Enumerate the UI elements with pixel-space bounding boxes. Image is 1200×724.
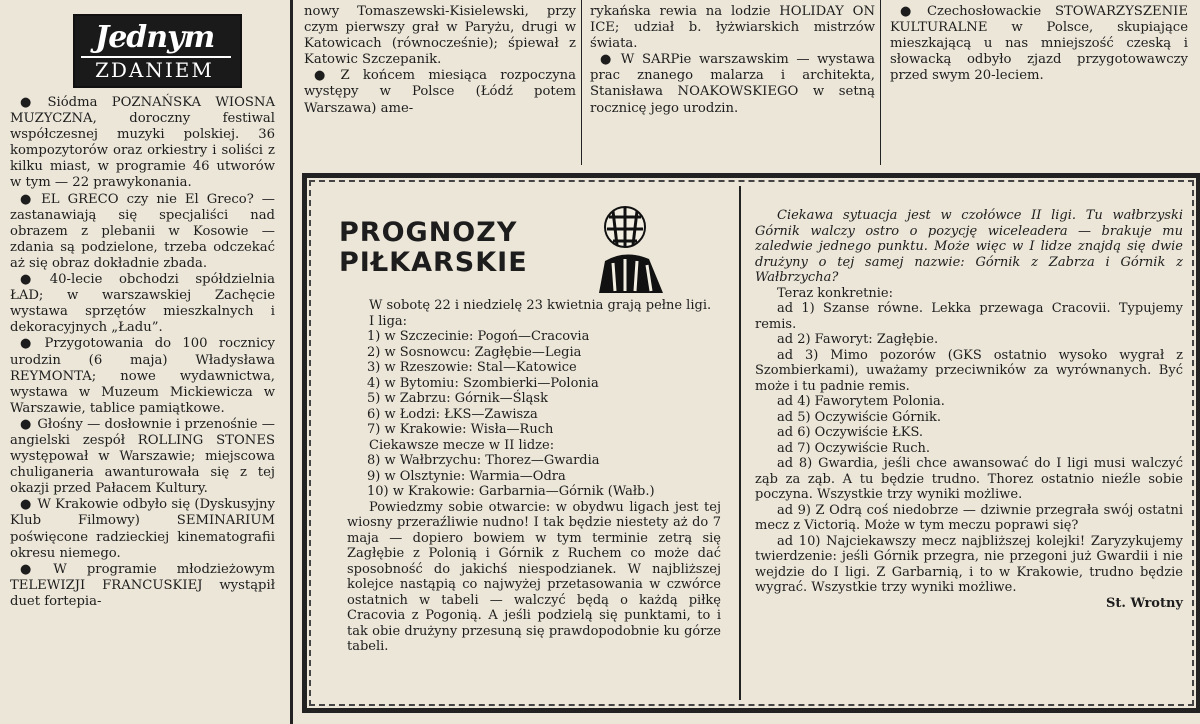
prediction-item: ad 9) Z Odrą coś niedobrze — dziwnie przegrała swój ostatni mecz z Victorią. Może w tym meczu poprawi się? (755, 502, 1183, 533)
match-row: 4) w Bytomiu: Szombierki—Polonia (367, 375, 599, 391)
news-item: ● EL GRECO czy nie El Greco? — zastanawiają się specjaliści nad obrazem z plebanii w Kosowie — zdania są podzielone, trzeba odczekać aż się obraz dokładnie zbada. (10, 192, 275, 272)
forecast-lead: Ciekawa sytuacja jest w czołówce II ligi. Tu wałbrzyski Górnik walczy ostro o pozycję wiceleadera — brakuje mu zaledwie jednego punktu. Może więc w I lidze znajdą się dwie drużyny o tej samej nazwie: Górnik z Zabrza i Górnik z Wałbrzycha? (755, 208, 1183, 285)
column-logo (73, 14, 242, 88)
news-column-2 (304, 4, 576, 117)
prediction-item: ad 1) Szanse równe. Lekka przewaga Cracovii. Typujemy remis. (755, 301, 1183, 332)
match-row: 10) w Krakowie: Garbarnia—Górnik (Wałb.) (367, 484, 655, 499)
news-item-continued: nowy Tomaszewski-Kisielewski, przy czym pierwszy grał w Paryżu, drugi w Katowicach (równocześnie); śpiewał z Katowic Szczepanik. (304, 4, 576, 68)
prediction-item: ad 7) Oczywiście Ruch. (777, 440, 930, 456)
news-column-4 (890, 4, 1188, 84)
news-item: ● Z końcem miesiąca rozpoczyna występy w Polsce (Łódź potem Warszawa) ame- (304, 68, 576, 116)
forecast-subhead: Teraz konkretnie: (777, 285, 893, 301)
league-label: Ciekawsze mecze w II lidze: (369, 437, 555, 453)
football-forecast-box (302, 173, 1200, 713)
match-row: 8) w Wałbrzychu: Thorez—Gwardia (367, 453, 600, 468)
match-row: 5) w Zabrzu: Górnik—Śląsk (367, 391, 548, 406)
forecast-commentary: Powiedzmy sobie otwarcie: w obydwu ligach jest tej wiosny przeraźliwie nudno! I tak będzie niestety aż do 7 maja — dopiero bowiem w tym terminie zetrą się Zagłębie z Polonią i Górnik z Ruchem co może dać sposobność do jakichś niespodzianek. W najbliższej kolejce nastąpią co najwyżej przetasowania w czwórce ostatnich w tabeli — walczyć będą o każdą piłkę Cracovia z Pogonią. A jeśli podzielą się punktami, to i tak obie drużyny przesuną się prawdopodobnie ku górze tabeli. (347, 499, 721, 654)
football-player-icon (585, 203, 677, 293)
prediction-item: ad 10) Najciekawszy mecz najbliższej kolejki! Zaryzykujemy twierdzenie: jeśli Górnik przegra, nie przegoni już Gwardii i nie wejdzie do I ligi. Z Garbarnią, i to w Krakowie, trudno będzie wygrać. Wszystkie trzy wyniki możliwe. (755, 533, 1183, 595)
news-item: ● Głośny — dosłownie i przenośnie — angielski zespół ROLLING STONES występował w Warszawie; miejscowa chuliganeria awanturowała się z tej okazji przed Pałacem Kultury. (10, 417, 275, 497)
column-rule (581, 0, 582, 165)
prediction-item: ad 4) Faworytem Polonia. (777, 394, 945, 409)
match-row: 3) w Rzeszowie: Stal—Katowice (367, 360, 577, 375)
match-row: 7) w Krakowie: Wisła—Ruch (367, 422, 554, 437)
box-divider (739, 186, 741, 700)
news-item: ● W programie młodzieżowym TELEWIZJI FRANCUSKIEJ wystąpił duet fortepia- (10, 562, 275, 610)
column-rule (290, 0, 293, 724)
league-label: I liga: (369, 313, 408, 329)
news-column-1 (10, 95, 275, 610)
news-item: ● Przygotowania do 100 rocznicy urodzin (6 maja) Władysława REYMONTA; nowe wydawnictwa, wystawa w Muzeum Mickiewicza w Warszawie, tablice pamiątkowe. (10, 336, 275, 416)
prediction-item: ad 5) Oczywiście Górnik. (777, 409, 941, 425)
prediction-item: ad 6) Oczywiście ŁKS. (777, 425, 924, 440)
forecast-left-column (347, 298, 721, 655)
logo-subtitle: ZDANIEM (95, 58, 214, 82)
logo-title: Jednym (95, 20, 215, 55)
match-row: 1) w Szczecinie: Pogoń—Cracovia (367, 329, 590, 344)
forecast-right-column (755, 208, 1183, 611)
news-item: ● Czechosłowackie STOWARZYSZENIE KULTURALNE w Polsce, skupiające mieszkającą u nas mniejszość czeską i słowacką odbyło zjazd przygotowawczy przed swym 20-leciem. (890, 4, 1188, 84)
match-row: 2) w Sosnowcu: Zagłębie—Legia (367, 344, 582, 360)
news-item: ● 40-lecie obchodzi spółdzielnia ŁAD; w warszawskiej Zachęcie wystawa sprzętów mieszkalnych i dekoracyjnych „Ładu”. (10, 272, 275, 336)
prediction-item: ad 2) Faworyt: Zagłębie. (777, 332, 939, 347)
match-row: 9) w Olsztynie: Warmia—Odra (367, 468, 566, 484)
prediction-item: ad 8) Gwardia, jeśli chce awansować do I ligi musi walczyć ząb za ząb. A tu będzie trudno. Thorez ostatnio nieźle sobie poczyna. Wszystkie trzy wyniki możliwe. (755, 456, 1183, 502)
news-item: ● W SARPie warszawskim — wystawa prac znanego malarza i architekta, Stanisława NOAKOWSKIEGO w setną rocznicę jego urodzin. (590, 52, 875, 116)
column-rule (880, 0, 881, 165)
author-signature: St. Wrotny (1106, 595, 1183, 611)
news-column-3 (590, 4, 875, 117)
prediction-item: ad 3) Mimo pozorów (GKS ostatnio wysoko wygrał z Szombierkami), uważamy przeciwników za wyrównanych. Być może i tu padnie remis. (755, 347, 1183, 394)
match-row: 6) w Łodzi: ŁKS—Zawisza (367, 406, 538, 422)
news-item: ● W Krakowie odbyło się (Dyskusyjny Klub Filmowy) SEMINARIUM poświęcone radzieckiej kinematografii okresu niemego. (10, 497, 275, 561)
forecast-intro: W sobotę 22 i niedzielę 23 kwietnia grają pełne ligi. (369, 298, 712, 313)
box-title (339, 218, 528, 278)
news-item-continued: rykańska rewia na lodzie HOLIDAY ON ICE; udział b. łyżwiarskich mistrzów świata. (590, 4, 875, 52)
box-title-line: PROGNOZY (339, 217, 518, 248)
news-item: ● Siódma POZNAŃSKA WIOSNA MUZYCZNA, doroczny festiwal współczesnej muzyki polskiej. 36 kompozytorów oraz orkiestry i soliści z kilku miast, w programie 46 utworów w tym — 22 prawykonania. (10, 95, 275, 192)
box-title-line: PIŁKARSKIE (339, 247, 528, 278)
